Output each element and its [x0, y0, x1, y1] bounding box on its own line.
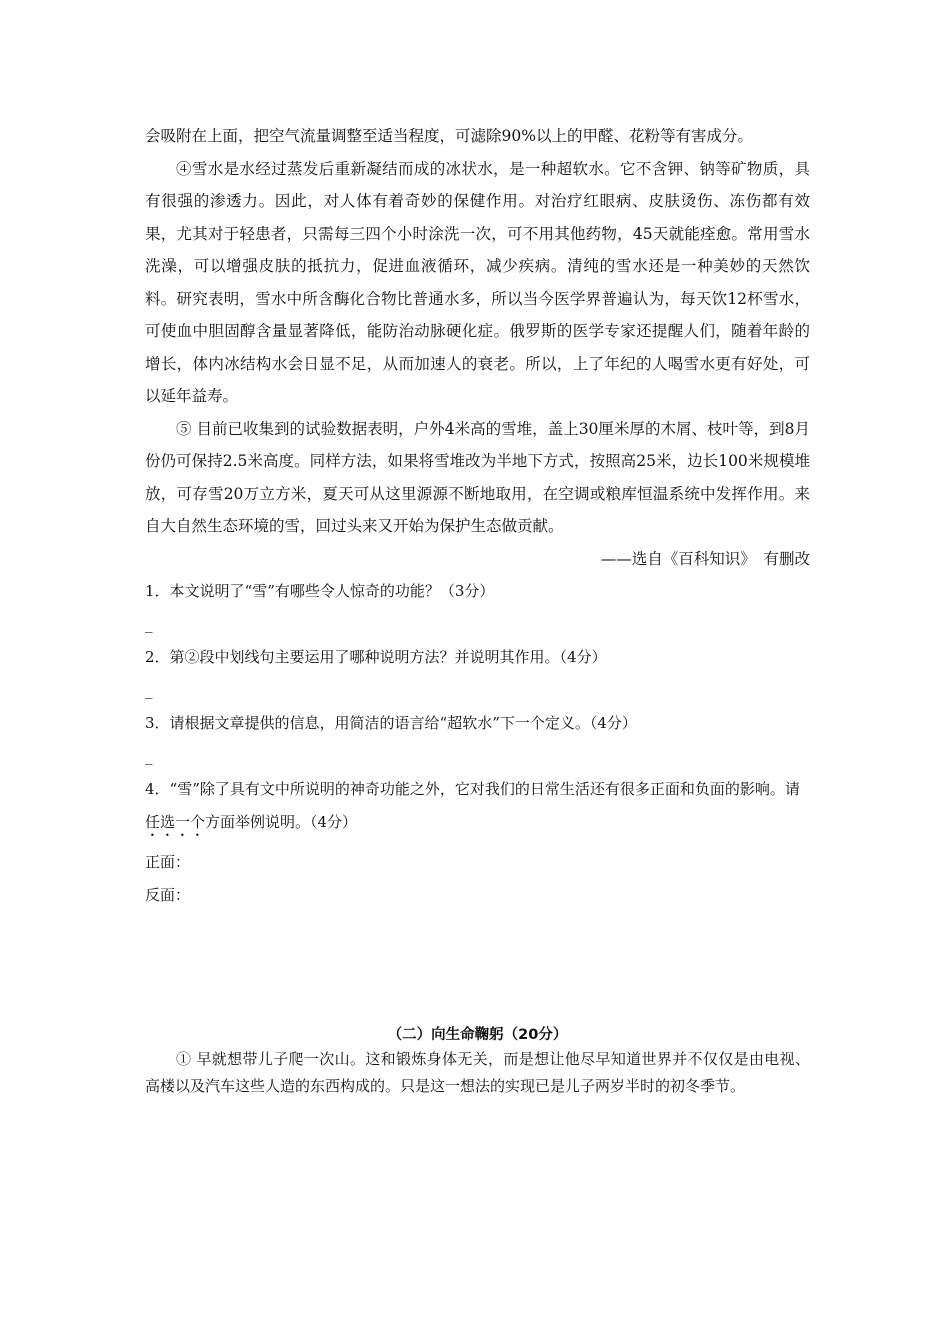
document-page — [145, 120, 810, 1099]
question-3: 3．请根据文章提供的信息，用简洁的语言给“超软水”下一个定义。（4分） — [145, 714, 637, 732]
paragraph-4: ④雪水是水经过蒸发后重新凝结而成的冰状水，是一种超软水。它不含钾、钠等矿物质，具有很强的渗透力。因此，对人体有着奇妙的保健作用。对治疗红眼病、皮肤烫伤、冻伤都有效果，尤其对于轻患者，只需每三四个小时涂洗一次，可不用其他药物，45天就能痊愈。常用雪水洗澡，可以增强皮肤的抵抗力，促进血液循环，减少疾病。清纯的雪水还是一种美妙的天然饮料。研究表明，雪水中所含酶化合物比普通水多，所以当今医学界普遍认为，每天饮12杯雪水，可使血中胆固醇含量显著降低，能防治动脉硬化症。俄罗斯的医学专家还提醒人们，随着年龄的增长，体内冰结构水会日显不足，从而加速人的衰老。所以，上了年纪的人喝雪水更有好处，可以延年益寿。 — [145, 159, 810, 405]
answer-blank-1[interactable]: _ — [145, 615, 153, 633]
question-4 — [145, 773, 810, 840]
answer-positive-label: 正面： — [145, 853, 191, 871]
source-attribution: ——选自《百科知识》 有删改 — [600, 549, 810, 568]
question-2: 2．第②段中划线句主要运用了哪种说明方法？并说明其作用。（4分） — [145, 648, 607, 666]
answer-negative-label: 反面： — [145, 886, 191, 904]
answer-blank-2[interactable]: _ — [145, 681, 153, 699]
question-1: 1．本文说明了“雪”有哪些令人惊奇的功能？（3分） — [145, 582, 495, 600]
paragraph-3-continuation: 会吸附在上面，把空气流量调整至适当程度，可滤除90%以上的甲醛、花粉等有害成分。 — [145, 127, 753, 145]
paragraph-5: ⑤ 目前已收集到的试验数据表明，户外4米高的雪堆，盖上30厘米厚的木屑、枝叶等，到8月份仍可保持2.5米高度。同样方法，如果将雪堆改为半地下方式，按照高25米，边长100米规模堆放，可存雪20万立方米，夏天可从这里源源不断地取用，在空调或粮库恒温系统中发挥作用。来自大自然生态环境的雪，回过头来又开始为保护生态做贡献。 — [145, 419, 810, 535]
answer-blank-3[interactable]: _ — [145, 747, 153, 765]
question-4-text: 4．“雪”除了具有文中所说明的神奇功能之外，它对我们的日常生活还有很多正面和负面的影响。请 — [145, 780, 800, 798]
question-4-text-end: 方面举例说明。（4分） — [205, 813, 358, 831]
section-2-paragraph-1: ① 早就想带儿子爬一次山。这和锻炼身体无关，而是想让他尽早知道世界并不仅仅是由电视、高楼以及汽车这些人造的东西构成的。只是这一想法的实现已是儿子两岁半时的初冬季节。 — [145, 1050, 810, 1095]
section-2-title: （二）向生命鞠躬（20分） — [387, 1027, 568, 1043]
question-4-emphasis: 任选一个 — [145, 813, 206, 831]
